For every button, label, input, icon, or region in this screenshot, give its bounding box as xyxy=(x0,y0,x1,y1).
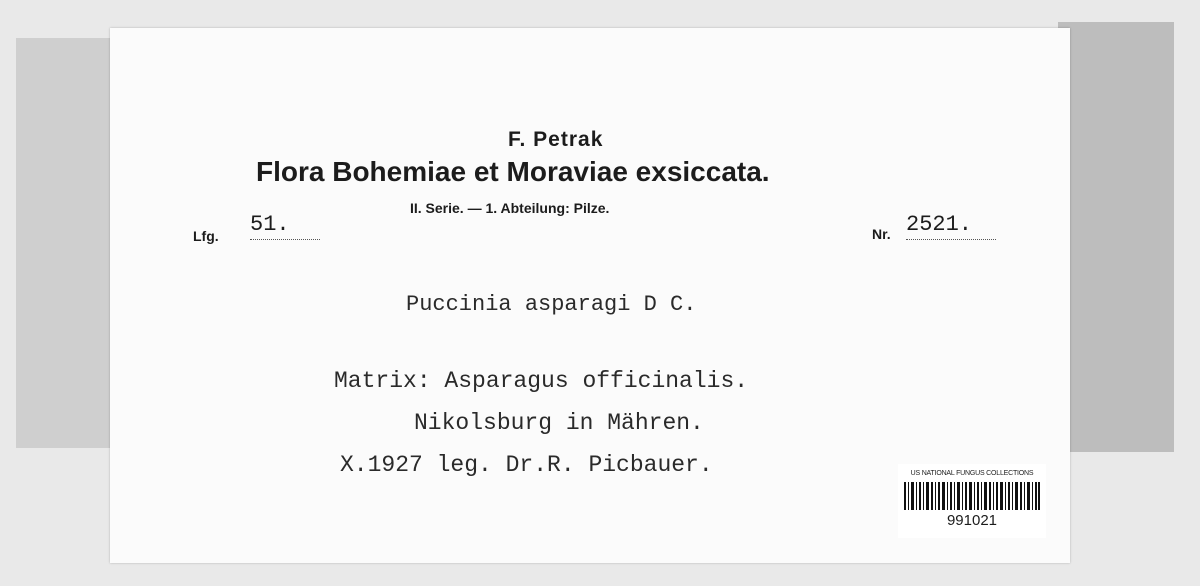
collector-line: X.1927 leg. Dr.R. Picbauer. xyxy=(340,452,713,478)
left-mount-strip xyxy=(16,38,116,448)
barcode-number: 991021 xyxy=(946,512,998,529)
lfg-label: Lfg. xyxy=(193,228,219,244)
barcode-icon xyxy=(904,482,1040,510)
collection-author: F. Petrak xyxy=(508,128,604,151)
number-value: 2521. xyxy=(906,212,996,240)
lfg-value: 51. xyxy=(250,212,320,240)
number-label: Nr. xyxy=(872,226,891,242)
series-line: II. Serie. — 1. Abteilung: Pilze. xyxy=(410,200,610,216)
right-mount-strip xyxy=(1058,22,1174,452)
locality-line: Nikolsburg in Mähren. xyxy=(414,410,704,436)
matrix-line: Matrix: Asparagus officinalis. xyxy=(334,368,749,394)
barcode-header: US NATIONAL FUNGUS COLLECTIONS xyxy=(910,470,1034,477)
collection-title: Flora Bohemiae et Moraviae exsiccata. xyxy=(256,156,770,187)
barcode-sticker xyxy=(898,464,1046,538)
species-name: Puccinia asparagi D C. xyxy=(406,292,697,317)
